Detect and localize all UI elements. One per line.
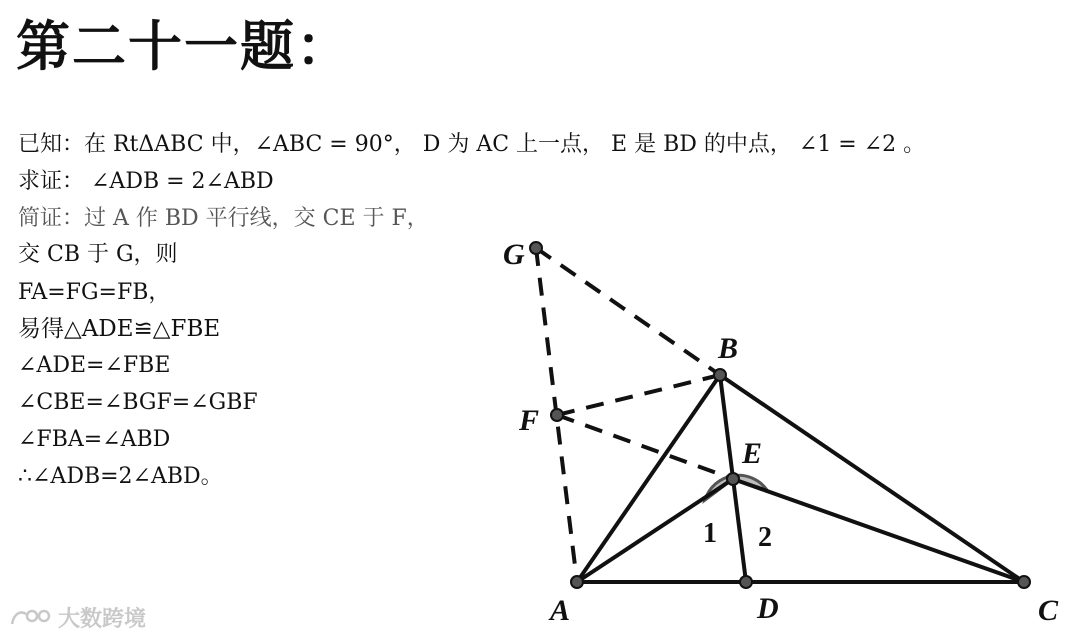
point-b (714, 369, 726, 381)
proof-line-4: 易得△ADE≌△FBE (18, 316, 221, 342)
label-a: A (550, 594, 571, 627)
label-g: G (503, 238, 525, 271)
point-c (1018, 576, 1030, 588)
segment-gb (536, 248, 720, 375)
proof-line-8: ∴∠ADB=2∠ABD。 (18, 464, 223, 489)
proof-line-3: FA=FG=FB， (18, 280, 171, 305)
watermark-text: 大数跨境 (58, 607, 147, 632)
problem-title: 第二十一题： (16, 14, 352, 78)
segment-ec (733, 479, 1024, 582)
label-d: D (757, 592, 779, 625)
point-g (530, 242, 542, 254)
label-angle-2: 2 (758, 522, 772, 553)
prove-statement: 求证： ∠ADB = 2∠ABD (18, 169, 274, 194)
label-c: C (1038, 594, 1059, 627)
segment-fe (557, 415, 733, 479)
logo-icon (8, 606, 54, 630)
proof-line-5: ∠ADE=∠FBE (18, 353, 171, 378)
point-d (740, 576, 752, 588)
watermark (8, 602, 146, 633)
point-e (727, 473, 739, 485)
given-statement: 已知：在 RtΔABC 中，∠ABC = 90°， D 为 AC 上一点， E 是 BD 的中点， ∠1 = ∠2 。 (18, 132, 926, 157)
point-f (551, 409, 563, 421)
label-f: F (519, 404, 540, 437)
proof-line-6: ∠CBE=∠BGF=∠GBF (18, 390, 258, 415)
label-angle-1: 1 (703, 518, 717, 549)
proof-line-2: 交 CB 于 G，则 (18, 242, 178, 267)
label-b: B (718, 332, 739, 365)
proof-line-1: 简证：过 A 作 BD 平行线，交 CE 于 F， (18, 206, 429, 231)
proof-line-7: ∠FBA=∠ABD (18, 427, 171, 452)
point-a (571, 576, 583, 588)
label-e: E (742, 437, 763, 470)
